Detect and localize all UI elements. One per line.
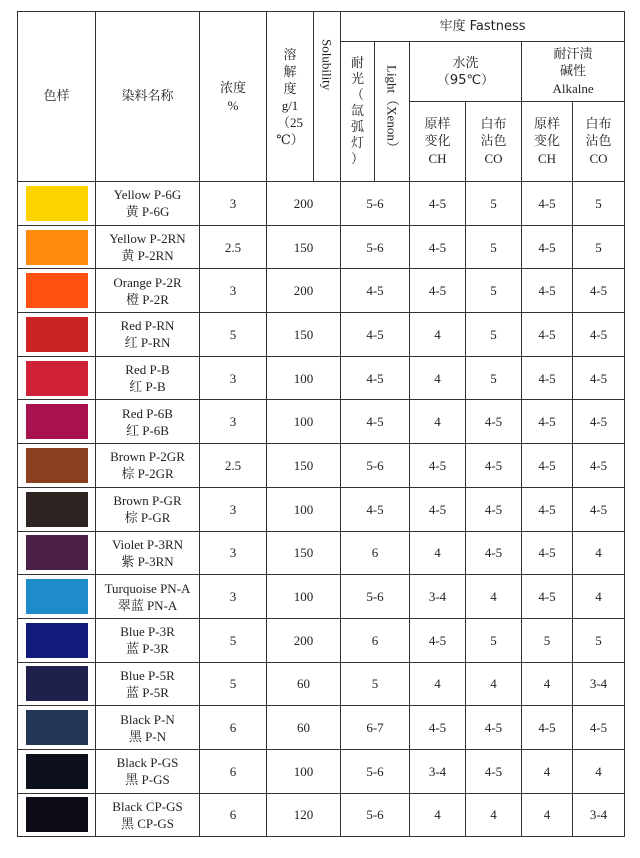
table-row	[18, 575, 625, 619]
table-row	[18, 313, 625, 357]
wash-change-2: 变化	[424, 134, 451, 149]
dye-name-en: Turquoise PN-A	[104, 580, 191, 596]
table-row	[18, 225, 625, 269]
alkaline-change-cell: 4-5	[522, 400, 573, 444]
dye-name-cell	[96, 356, 200, 400]
concentration-cell: 3	[200, 575, 267, 619]
light-char-1: 耐	[350, 55, 364, 71]
wash-change-cell: 4-5	[410, 618, 466, 662]
swatch-cell	[18, 793, 96, 837]
solubility-cell: 150	[267, 225, 341, 269]
alkaline-label-en: Alkalne	[552, 81, 594, 96]
light-fastness-cell: 6	[341, 618, 410, 662]
table-row	[18, 706, 625, 750]
wash-change-cell: 3-4	[410, 575, 466, 619]
wash-stain-cell: 4-5	[466, 487, 522, 531]
wash-stain-cell: 5	[466, 356, 522, 400]
header-swatch: 色样	[18, 12, 96, 182]
swatch-cell	[18, 400, 96, 444]
wash-change-en: CH	[428, 151, 447, 166]
dye-name-cn: 黑 P-N	[128, 728, 167, 744]
swatch-cell	[18, 662, 96, 706]
header-alkaline	[522, 42, 625, 102]
light-fastness-cell: 6-7	[341, 706, 410, 750]
wash-stain-cell: 4	[466, 575, 522, 619]
solubility-cell: 100	[267, 487, 341, 531]
wash-change-cell: 4-5	[410, 182, 466, 226]
dye-name-cn: 黄 P-6G	[125, 204, 170, 220]
alkaline-stain-cell: 4	[573, 531, 625, 575]
solubility-cell: 200	[267, 618, 341, 662]
color-swatch	[26, 754, 88, 789]
header-dye-name: 染料名称	[96, 12, 200, 182]
dye-name-cn: 棕 P-2GR	[121, 466, 174, 482]
wash-change-cell: 4	[410, 531, 466, 575]
wash-change-cell: 4-5	[410, 444, 466, 488]
alkaline-stain-cell: 4-5	[573, 356, 625, 400]
header-wash	[410, 42, 522, 102]
alkaline-change-cell: 4-5	[522, 487, 573, 531]
dye-name-cn: 黄 P-2RN	[121, 248, 174, 264]
solubility-cell: 150	[267, 531, 341, 575]
wash-stain-cell: 5	[466, 269, 522, 313]
swatch-cell	[18, 531, 96, 575]
concentration-cell: 3	[200, 356, 267, 400]
alkaline-stain-cell: 4-5	[573, 313, 625, 357]
dye-name-en: Red P-6B	[122, 405, 173, 421]
wash-stain-cell: 5	[466, 618, 522, 662]
swatch-cell	[18, 444, 96, 488]
concentration-cell: 6	[200, 793, 267, 837]
dye-name-cell	[96, 269, 200, 313]
color-swatch	[26, 317, 88, 352]
concentration-cell: 6	[200, 706, 267, 750]
table-row	[18, 531, 625, 575]
header-fastness: 牢度 Fastness	[341, 12, 625, 42]
color-swatch	[26, 186, 88, 221]
light-char-3: （	[350, 87, 364, 103]
wash-stain-cell: 4-5	[466, 706, 522, 750]
swatch-cell	[18, 356, 96, 400]
dye-name-en: Orange P-2R	[113, 274, 182, 290]
alkaline-change-cell: 4	[522, 793, 573, 837]
color-swatch	[26, 797, 88, 832]
dye-name-en: Blue P-5R	[120, 667, 175, 683]
alkaline-stain-cell: 5	[573, 618, 625, 662]
solubility-cell: 100	[267, 575, 341, 619]
color-swatch	[26, 535, 88, 570]
wash-label: 水洗	[452, 55, 479, 71]
wash-change-cell: 4	[410, 662, 466, 706]
dye-name-en: Red P-RN	[120, 318, 175, 334]
wash-stain-cell: 5	[466, 225, 522, 269]
concentration-cell: 2.5	[200, 444, 267, 488]
solubility-cell: 100	[267, 400, 341, 444]
alkaline-change-cell: 4-5	[522, 356, 573, 400]
concentration-cell: 5	[200, 618, 267, 662]
wash-stain-2: 沾色	[480, 134, 507, 149]
alkaline-change-cell: 4-5	[522, 575, 573, 619]
dye-name-cell	[96, 662, 200, 706]
alkaline-stain-cell: 3-4	[573, 793, 625, 837]
light-fastness-cell: 5-6	[341, 793, 410, 837]
dye-name-cn: 黑 P-GS	[125, 772, 170, 788]
light-fastness-cell: 4-5	[341, 269, 410, 313]
dye-name-cell	[96, 749, 200, 793]
swatch-cell	[18, 313, 96, 357]
alkaline-stain-cell: 5	[573, 225, 625, 269]
alkaline-stain-cell: 4-5	[573, 444, 625, 488]
alkaline-stain-cell: 4-5	[573, 269, 625, 313]
swatch-cell	[18, 575, 96, 619]
dye-name-cell	[96, 575, 200, 619]
dye-name-cell	[96, 225, 200, 269]
color-swatch	[26, 666, 88, 701]
swatch-cell	[18, 618, 96, 662]
dye-name-en: Yellow P-2RN	[109, 231, 186, 247]
dye-name-cell	[96, 706, 200, 750]
alkaline-stain-cell: 3-4	[573, 662, 625, 706]
color-swatch	[26, 404, 88, 439]
light-fastness-cell: 5-6	[341, 575, 410, 619]
wash-change-cell: 4	[410, 356, 466, 400]
wash-change-cell: 4-5	[410, 487, 466, 531]
table-row	[18, 662, 625, 706]
color-swatch	[26, 448, 88, 483]
wash-change-cell: 4-5	[410, 225, 466, 269]
sol-char-2: 解	[283, 63, 297, 79]
header-solubility-cn	[267, 12, 314, 182]
wash-change-cell: 4-5	[410, 269, 466, 313]
solubility-en-label: Solubility	[319, 38, 335, 91]
dye-name-en: Yellow P-6G	[113, 187, 182, 203]
wash-stain-cell: 4	[466, 662, 522, 706]
dye-name-en: Black P-N	[120, 711, 175, 727]
wash-stain-cell: 4-5	[466, 531, 522, 575]
alk-stain-2: 沾色	[585, 134, 612, 149]
table-body	[18, 182, 625, 837]
light-fastness-cell: 5-6	[341, 749, 410, 793]
solubility-cell: 120	[267, 793, 341, 837]
header-wash-change	[410, 102, 466, 182]
alkaline-change-cell: 4	[522, 749, 573, 793]
dye-name-cell	[96, 531, 200, 575]
light-char-4: 氙	[350, 103, 364, 119]
wash-stain-1: 白布	[480, 117, 507, 132]
light-fastness-cell: 6	[341, 531, 410, 575]
dye-name-cn: 橙 P-2R	[126, 291, 169, 307]
swatch-cell	[18, 706, 96, 750]
header-concentration-unit: %	[227, 97, 239, 113]
wash-stain-cell: 5	[466, 182, 522, 226]
concentration-cell: 3	[200, 400, 267, 444]
sol-unit: g/1	[281, 97, 299, 113]
table-row	[18, 444, 625, 488]
alk-stain-1: 白布	[585, 117, 612, 132]
header-wash-stain	[466, 102, 522, 182]
wash-stain-cell: 4-5	[466, 400, 522, 444]
alkaline-stain-cell: 4-5	[573, 487, 625, 531]
swatch-cell	[18, 269, 96, 313]
solubility-cell: 60	[267, 662, 341, 706]
concentration-cell: 2.5	[200, 225, 267, 269]
light-char-2: 光	[350, 71, 364, 87]
alkaline-label-2: 碱性	[560, 64, 587, 79]
wash-change-cell: 4-5	[410, 706, 466, 750]
wash-change-cell: 4	[410, 400, 466, 444]
dye-name-cn: 黑 CP-GS	[120, 815, 175, 831]
dye-name-cn: 紫 P-3RN	[121, 553, 174, 569]
dye-name-cn: 红 P-RN	[124, 335, 171, 351]
table-header	[18, 12, 625, 182]
swatch-cell	[18, 487, 96, 531]
dye-name-cell	[96, 793, 200, 837]
alkaline-change-cell: 4-5	[522, 313, 573, 357]
table-row	[18, 793, 625, 837]
alkaline-label-1: 耐汗渍	[553, 47, 593, 62]
concentration-cell: 5	[200, 313, 267, 357]
dye-name-en: Violet P-3RN	[111, 536, 184, 552]
wash-stain-en: CO	[484, 151, 503, 166]
header-concentration-cn: 浓度	[219, 80, 246, 96]
header-alk-change	[522, 102, 573, 182]
alk-stain-en: CO	[589, 151, 608, 166]
sol-temp: （25	[276, 114, 303, 130]
sol-char-1: 溶	[283, 46, 297, 62]
alkaline-stain-cell: 5	[573, 182, 625, 226]
dye-name-cn: 蓝 P-5R	[126, 684, 169, 700]
alkaline-stain-cell: 4	[573, 575, 625, 619]
light-fastness-cell: 5-6	[341, 444, 410, 488]
concentration-cell: 3	[200, 182, 267, 226]
alkaline-stain-cell: 4-5	[573, 706, 625, 750]
concentration-cell: 3	[200, 531, 267, 575]
color-swatch	[26, 492, 88, 527]
concentration-cell: 3	[200, 269, 267, 313]
color-swatch	[26, 361, 88, 396]
alkaline-change-cell: 5	[522, 618, 573, 662]
table-row	[18, 618, 625, 662]
concentration-cell: 6	[200, 749, 267, 793]
dye-name-cell	[96, 487, 200, 531]
light-char-6: 灯	[350, 135, 364, 151]
table-row	[18, 400, 625, 444]
wash-stain-cell: 4-5	[466, 444, 522, 488]
wash-change-cell: 4	[410, 313, 466, 357]
light-fastness-cell: 5	[341, 662, 410, 706]
table-row	[18, 487, 625, 531]
concentration-cell: 3	[200, 487, 267, 531]
alkaline-change-cell: 4	[522, 662, 573, 706]
swatch-cell	[18, 225, 96, 269]
dye-name-en: Black P-GS	[116, 755, 179, 771]
wash-stain-cell: 4-5	[466, 749, 522, 793]
solubility-cell: 100	[267, 356, 341, 400]
dye-name-en: Blue P-3R	[120, 624, 175, 640]
alkaline-stain-cell: 4	[573, 749, 625, 793]
solubility-cell: 150	[267, 444, 341, 488]
dye-name-en: Black CP-GS	[112, 798, 183, 814]
header-light-cn	[341, 42, 375, 182]
dye-name-en: Red P-B	[125, 362, 170, 378]
table-row	[18, 356, 625, 400]
color-swatch	[26, 623, 88, 658]
light-fastness-cell: 5-6	[341, 182, 410, 226]
solubility-cell: 100	[267, 749, 341, 793]
alk-change-en: CH	[537, 151, 557, 166]
dye-name-cn: 红 P-6B	[126, 422, 169, 438]
dye-name-cell	[96, 313, 200, 357]
dye-table	[17, 11, 625, 837]
light-fastness-cell: 5-6	[341, 225, 410, 269]
light-fastness-cell: 4-5	[341, 487, 410, 531]
alkaline-stain-cell: 4-5	[573, 400, 625, 444]
header-light-en	[375, 42, 410, 182]
wash-temp: （95℃）	[436, 72, 495, 88]
light-char-5: 弧	[350, 119, 364, 135]
table-row	[18, 269, 625, 313]
header-solubility-en	[314, 12, 341, 182]
wash-change-cell: 3-4	[410, 749, 466, 793]
light-fastness-cell: 4-5	[341, 313, 410, 357]
dye-name-cell	[96, 182, 200, 226]
color-swatch	[26, 273, 88, 308]
table-row	[18, 182, 625, 226]
light-fastness-cell: 4-5	[341, 400, 410, 444]
light-fastness-cell: 4-5	[341, 356, 410, 400]
color-swatch	[26, 579, 88, 614]
sol-char-3: 度	[283, 80, 297, 96]
dye-name-cn: 棕 P-GR	[124, 510, 171, 526]
table-row	[18, 749, 625, 793]
dye-name-cell	[96, 400, 200, 444]
wash-stain-cell: 5	[466, 313, 522, 357]
solubility-cell: 200	[267, 182, 341, 226]
dye-name-cell	[96, 618, 200, 662]
dye-name-cn: 蓝 P-3R	[126, 641, 169, 657]
color-swatch	[26, 710, 88, 745]
swatch-cell	[18, 749, 96, 793]
wash-stain-cell: 4	[466, 793, 522, 837]
light-en-label: Light（Xenon）	[384, 65, 400, 154]
light-char-7: ）	[350, 151, 364, 167]
solubility-cell: 200	[267, 269, 341, 313]
sol-temp-unit: ℃）	[276, 131, 304, 147]
dye-name-cell	[96, 444, 200, 488]
alkaline-change-cell: 4-5	[522, 444, 573, 488]
dye-name-en: Brown P-GR	[113, 493, 182, 509]
dye-name-cn: 红 P-B	[129, 379, 166, 395]
wash-change-1: 原样	[424, 117, 451, 132]
alkaline-change-cell: 4-5	[522, 225, 573, 269]
swatch-cell	[18, 182, 96, 226]
alkaline-change-cell: 4-5	[522, 706, 573, 750]
alk-change-2: 变化	[533, 134, 560, 149]
alkaline-change-cell: 4-5	[522, 269, 573, 313]
alkaline-change-cell: 4-5	[522, 531, 573, 575]
alk-change-1: 原样	[533, 117, 560, 132]
concentration-cell: 5	[200, 662, 267, 706]
color-swatch	[26, 230, 88, 265]
dye-name-cn: 翠蓝 PN-A	[117, 597, 178, 613]
dye-name-en: Brown P-2GR	[110, 449, 185, 465]
alkaline-change-cell: 4-5	[522, 182, 573, 226]
solubility-cell: 60	[267, 706, 341, 750]
header-alk-stain	[573, 102, 625, 182]
header-concentration	[200, 12, 267, 182]
wash-change-cell: 4	[410, 793, 466, 837]
solubility-cell: 150	[267, 313, 341, 357]
